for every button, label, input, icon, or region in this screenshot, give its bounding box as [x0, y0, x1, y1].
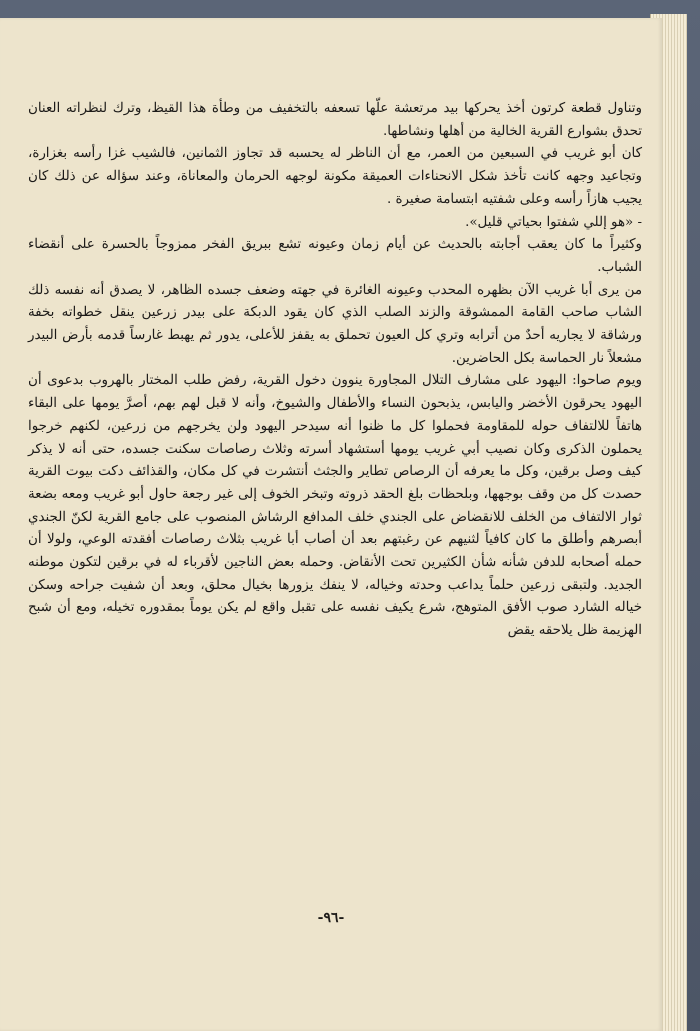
- paragraph-2: كان أبو غريب في السبعين من العمر، مع أن الناظر له يحسبه قد تجاوز الثمانين، فالشيب غزا رأسه بغزارة، وتجاعيد وجهه كانت تأخذ شكل الانحناءات العميقة مكونة لوجهه الحرمان والمعاناة، وعند سؤاله عن ذلك كان يجيب هازاً رأسه وعلى شفتيه ابتسامة صغيرة .: [28, 146, 642, 207]
- paragraph-4: وكثيراً ما كان يعقب أجابته بالحديث عن أيام زمان وعيونه تشع ببريق الفخر ممزوجاً بالحسرة على أنقضاء الشباب.: [28, 237, 642, 275]
- paragraph-5: من يرى أبا غريب الآن بظهره المحدب وعيونه الغائرة في جهته وضعف جسده الظاهر، لا يصدق أنه نفسه ذلك الشاب صاحب القامة الممشوقة والزند الصلب الذي كان يقود الدبكة على بيدر زرعين ينقل خطواته بخفة ورشاقة لا يجاريه أحدٌ من أترابه وتري كل العيون تحملق به يقفز للأعلى، يدور ثم يهبط غارساً قدمه بأرض البيدر مشعلاً نار الحماسة بكل الحاضرين.: [28, 282, 642, 366]
- paragraph-1: وتناول قطعة كرتون أخذ يحركها بيد مرتعشة علّها تسعفه بالتخفيف من وطأة هذا القيظ، وترك لنظراته العنان تحدق بشوارع القرية الخالية من أهلها ونشاطها.: [28, 101, 642, 139]
- paragraph-6: ويوم صاحوا: اليهود على مشارف التلال المجاورة ينوون دخول القرية، رفض طلب المختار بالهروب بدعوى أن اليهود يحرقون الأخضر واليابس، يذبحون النساء والأطفال والشيوخ، وأنه لا قبل لهم بهم، أصرَّ يومها على البقاء هاتفاً للالتفاف حوله للمقاومة فحملوا كل ما ظنوا أنه سيدحر اليهود ولن يخرجهم من زرعين، لكنهم خرجوا يحملون الذكرى وكان نصيب أبي غريب يومها أستشهاد أسرته وثلاث رصاصات سكنت جسده، حتى أنه لا يذكر كيف وصل برقين، وكل ما يعرفه أن الرصاص تطاير والجثث أنتشرت في كل مكان، والقذائف دكت بيوت القرية حصدت كل من وقف بوجهها، وبلحظات بلغ الحقد ذروته وتبخر الخوف إلى غير رجعة حاول أبو غريب ومعه بضعة ثوار الالتفاف من الخلف للانقضاض على الجندي خلف المدافع الرشاش المنصوب على جامع القرية لكنّ الجندي أبصرهم وأطلق ما كان كافياً لثنيهم عن رغبتهم بعد أن أصاب أبا غريب بثلاث رصاصات أفقدته الوعي، ولولا أن حمله أصحابه للدفن شأنه شأن الكثيرين تحت الأنقاض. وحمله بعض الناجين لأقرباء له في برقين لتكون موطنه الجديد. ولتبقى زرعين حلماً يداعب وحدته وخياله، لا ينفك يزورها بخيال محلق، وبعد أن شفيت جراحه وسكن خياله الشارد صوب الأفق المتوهج، شرع يكيف نفسه على تقبل واقع لم يكن يوماً بمقدوره تخيله، ومع أن شبح الهزيمة ظل يلاحقه يقض: [28, 373, 642, 639]
- body-text: [28, 98, 642, 643]
- page-number: -٩٦-: [317, 910, 345, 926]
- paragraph-3: - «هو إللي شفتوا بحياتي قليل».: [465, 214, 642, 230]
